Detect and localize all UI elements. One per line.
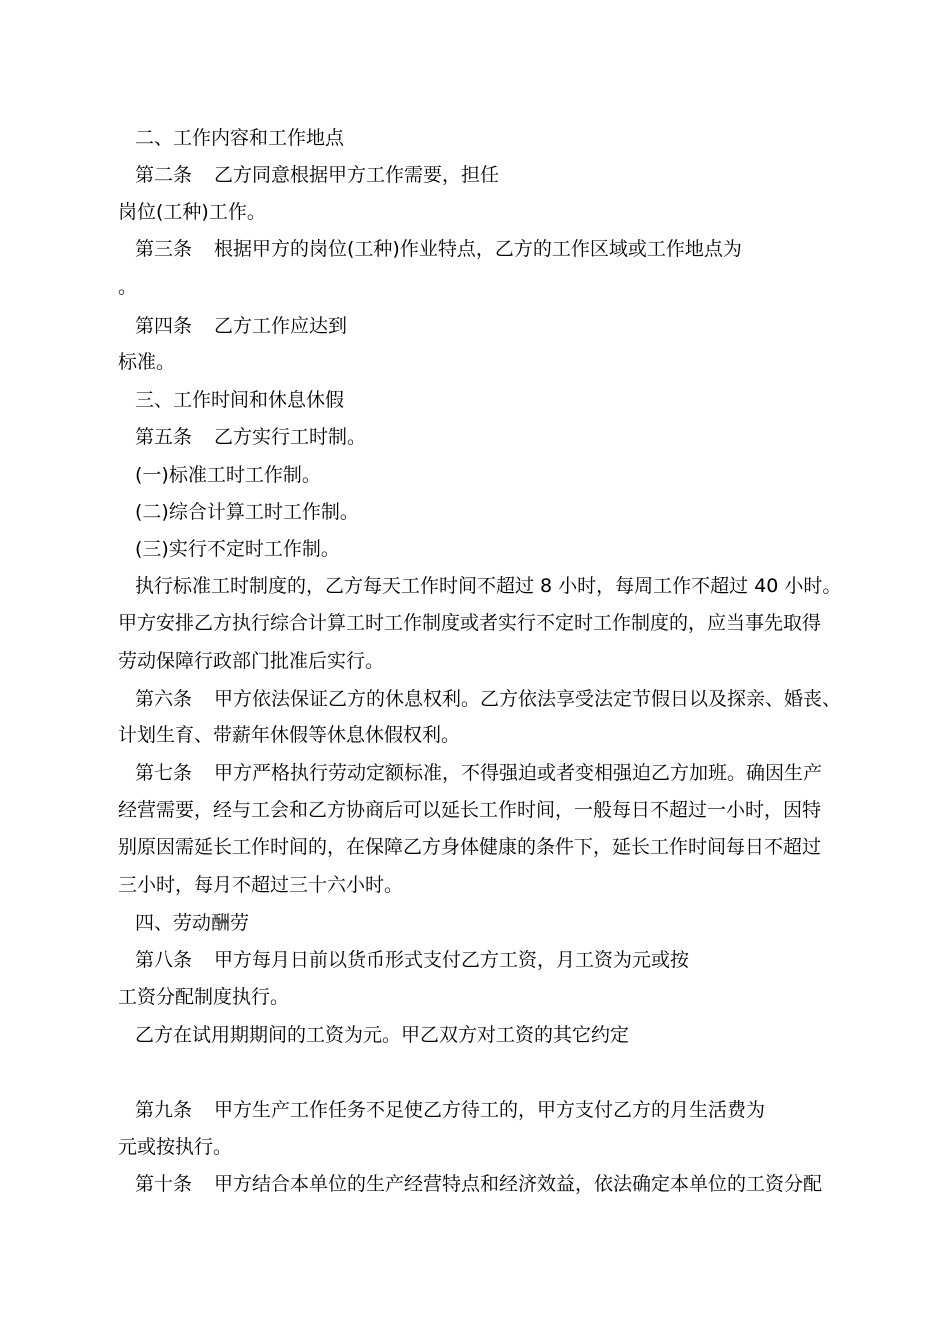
heading-text: 二、工作内容和工作地点 bbox=[135, 127, 345, 149]
paragraph-line bbox=[135, 1020, 629, 1050]
line-text: 劳动保障行政部门批准后实行。 bbox=[118, 650, 385, 672]
line-text: 元。甲乙双方对工资的其它约定 bbox=[363, 1024, 630, 1046]
line-text: 经营需要，经与工会和乙方协商后可以延长工作时间，一般每日不超过一小时，因特 bbox=[118, 799, 822, 821]
article-text: 乙方同意根据甲方工作需要，担任 bbox=[214, 164, 500, 186]
text-line bbox=[118, 347, 175, 377]
article-line bbox=[135, 945, 689, 975]
article-number: 第五条 bbox=[135, 426, 193, 448]
line-text: 。 bbox=[118, 276, 138, 298]
article-text: 乙方工作应达到 bbox=[214, 315, 348, 337]
line-text: 岗位(工种)工作。 bbox=[118, 201, 266, 223]
article-text: 甲方每月 bbox=[214, 949, 291, 971]
paragraph-line bbox=[118, 646, 384, 676]
heading-text: 四、劳动酬劳 bbox=[135, 912, 250, 934]
text-line bbox=[118, 197, 266, 227]
article-number: 第七条 bbox=[135, 762, 193, 784]
article-text: 工时制。 bbox=[290, 426, 367, 448]
paragraph-line bbox=[118, 608, 821, 638]
list-item-text: (三)实行不定时工作制。 bbox=[135, 538, 340, 560]
paragraph-line bbox=[118, 870, 403, 900]
article-line bbox=[135, 160, 499, 190]
line-text: 元或按 bbox=[118, 1136, 176, 1158]
list-item bbox=[135, 497, 359, 527]
list-item bbox=[135, 460, 321, 490]
line-text: 执行。 bbox=[175, 1136, 233, 1158]
article-text: 甲方依法保证乙方的休息权利。乙方依法享受法定节假日以及探亲、婚丧、 bbox=[214, 688, 842, 710]
line-text: 工资分配制度执行。 bbox=[118, 986, 290, 1008]
list-item-text: (二)综合计算工时工作制。 bbox=[135, 501, 359, 523]
paragraph-line bbox=[118, 832, 821, 862]
article-number: 第六条 bbox=[135, 688, 193, 710]
heading-text: 三、工作时间和休息休假 bbox=[135, 389, 345, 411]
article-line bbox=[135, 1095, 765, 1125]
article-text: 甲方生产工作任务不足使乙方待工的，甲方支付乙方的月生活费为 bbox=[214, 1099, 766, 1121]
article-number: 第九条 bbox=[135, 1099, 193, 1121]
article-line bbox=[135, 1169, 822, 1199]
article-line bbox=[135, 684, 841, 714]
article-text: 甲方严格执行劳动定额标准，不得强迫或者变相强迫乙方加班。确因生产 bbox=[214, 762, 823, 784]
article-text: 日前以货币形式支付乙方工资，月工资为 bbox=[290, 949, 633, 971]
article-line bbox=[135, 758, 822, 788]
article-number: 第八条 bbox=[135, 949, 193, 971]
line-text: 别原因需延长工作时间的，在保障乙方身体健康的条件下，延长工作时间每日不超过 bbox=[118, 836, 822, 858]
article-text: 根据甲方的岗位(工种)作业特点，乙方的工作区域或工作地点为 bbox=[214, 238, 742, 260]
article-line bbox=[135, 422, 366, 452]
line-text: 计划生育、带薪年休假等休息休假权利。 bbox=[118, 724, 461, 746]
article-number: 第二条 bbox=[135, 164, 193, 186]
text-line bbox=[118, 1132, 232, 1162]
article-text: 元或按 bbox=[632, 949, 690, 971]
article-number: 第十条 bbox=[135, 1173, 193, 1195]
paragraph-line bbox=[118, 795, 821, 825]
section-heading bbox=[135, 123, 344, 153]
line-text: 甲方安排乙方执行综合计算工时工作制度或者实行不定时工作制度的，应当事先取得 bbox=[118, 612, 822, 634]
article-text: 乙方实行 bbox=[214, 426, 291, 448]
article-line bbox=[135, 234, 742, 264]
text-line bbox=[118, 982, 289, 1012]
article-line bbox=[135, 311, 347, 341]
list-item bbox=[135, 534, 340, 564]
line-text: 标准。 bbox=[118, 351, 176, 373]
paragraph-line bbox=[118, 720, 460, 750]
line-text: 乙方在试用期期间的工资为 bbox=[135, 1024, 364, 1046]
paragraph-line bbox=[135, 571, 841, 601]
article-number: 第四条 bbox=[135, 315, 193, 337]
section-heading bbox=[135, 908, 249, 938]
line-text: 三小时，每月不超过三十六小时。 bbox=[118, 874, 404, 896]
article-number: 第三条 bbox=[135, 238, 193, 260]
text-line bbox=[118, 272, 137, 302]
article-text: 甲方结合本单位的生产经营特点和经济效益，依法确定本单位的工资分配 bbox=[214, 1173, 823, 1195]
section-heading bbox=[135, 385, 344, 415]
list-item-text: (一)标准工时工作制。 bbox=[135, 464, 321, 486]
line-text: 执行标准工时制度的，乙方每天工作时间不超过 8 小时，每周工作不超过 40 小时。 bbox=[135, 575, 842, 597]
